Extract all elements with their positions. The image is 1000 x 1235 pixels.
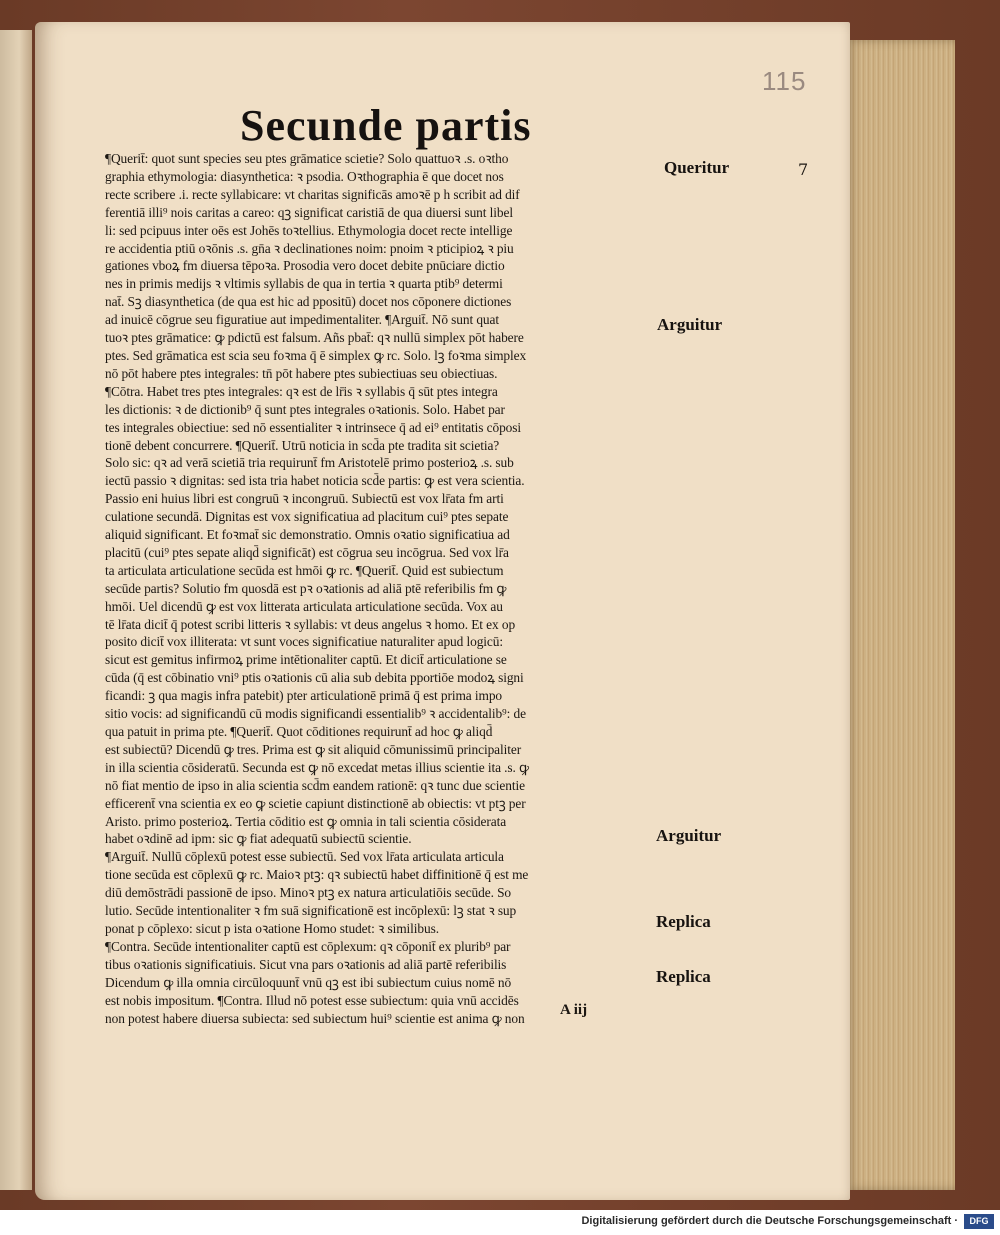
text-line: in illa scientia cōsideratū. Secunda est ꝙ nō excedat metas illius scientie ita .s. ꝙ: [105, 759, 529, 775]
text-line: ¶Querit̄: quot sunt species seu ptes grāmatice scietie? Solo quattuoꝛ .s. oꝛtho: [105, 151, 509, 166]
text-line: tionē debent concurrere. ¶Querit̄. Utrū noticia in scd̄a pte tradita sit scietia?: [105, 437, 500, 453]
running-head: Secunde partis: [240, 101, 532, 150]
text-line: recte scribere .i. recte syllabicare: vt charitas significās amoꝛē p h scribit ad dif: [105, 186, 520, 202]
text-line: cūda (q̄ est cōbinatio vni⁹ ptis oꝛationis cū alia sub debita pportiōe modoꝝ signi: [105, 670, 524, 686]
left-page-edge: [0, 30, 32, 1190]
footer-credit: Digitalisierung gefördert durch die Deutsche Forschungsgemeinschaft ·: [581, 1215, 958, 1227]
text-line: tuoꝛ ptes grāmatice: ꝙ pdictū est falsum. Añs pbat̄: qꝛ nullū simplex pōt habere: [105, 330, 524, 346]
text-line: graphia ethymologia: diasynthetica: ꝛ psodia. Oꝛthographia ē que docet nos: [105, 168, 504, 184]
text-line: hmōi. Uel dicendū ꝙ est vox litterata articulata articulatione secūda. Vox au: [105, 598, 503, 614]
text-line: re accidentia ptiū oꝛōnis .s. gn̄a ꝛ declinationes noim: pnoim ꝛ pticipioꝝ ꝛ piu: [105, 240, 514, 256]
text-line: aliquid significant. Et foꝛmat̄ sic demonstratio. Omnis oꝛatio significatiua ad: [105, 527, 510, 543]
text-line: non potest habere diuersa subiecta: sed subiectum hui⁹ scientie est anima ꝙ non: [105, 1010, 525, 1026]
text-line: diū demōstrādi passionē de ipso. Minoꝛ ptꝫ ex natura articulatiōis secūde. So: [105, 885, 512, 901]
text-line: habet oꝛdinē ad ipm: sic ꝙ fiat adequatū subiectū scientie.: [105, 831, 412, 847]
text-line: les dictionis: ꝛ de dictionib⁹ q̄ sunt ptes integrales oꝛationis. Solo. Habet par: [105, 401, 505, 417]
marginal-note-arguitur-1: Arguitur: [657, 315, 723, 334]
text-line: ¶Arguit̄. Nullū cōplexū potest esse subiectū. Sed vox lr̄ata articulata articula: [105, 849, 504, 865]
text-line: gationes vboꝝ fm diuersa tēpoꝛa. Prosodia vero docet debite pnūciare dictio: [105, 258, 505, 274]
text-line: nō pōt habere ptes integrales: tn̄ pōt habere ptes subiectiuas seu obiectiuas.: [105, 365, 498, 381]
marginal-note-arguitur-2: Arguitur: [656, 826, 722, 845]
text-line: posito dicit̄ vox illiterata: vt sunt voces significatiue naturaliter apud logicū:: [105, 634, 503, 650]
text-line: ¶Contra. Secūde intentionaliter captū est cōplexum: qꝛ cōponit̄ ex plurib⁹ par: [105, 938, 511, 954]
text-line: nat̄. Sꝫ diasynthetica (de qua est hic ad ppositū) docet nos cōponere dictiones: [105, 294, 512, 310]
text-line: ad inuicē cōgrue seu figuratiue aut impedimentaliter. ¶Arguit̄. Nō sunt quat: [105, 312, 499, 328]
body-text-block: [105, 150, 650, 1027]
text-line: ¶Cōtra. Habet tres ptes integrales: qꝛ est de lr̄is ꝛ syllabis q̄ sūt ptes integra: [105, 383, 498, 399]
marginal-note-queritur: Queritur: [664, 158, 730, 177]
text-line: ta articulata articulatione secūda est hmōi ꝙ rc. ¶Querit̄. Quid est subiectum: [105, 562, 504, 578]
marginal-note-replica-2: Replica: [656, 967, 711, 986]
text-line: Passio eni huius libri est congruū ꝛ incongruū. Subiectū est vox lr̄ata fm arti: [105, 491, 504, 507]
dfg-logo: DFG: [964, 1214, 994, 1229]
line-end-mark: 7: [798, 160, 809, 179]
text-line: tibus oꝛationis significatiuis. Sicut vna pars oꝛationis ad aliā partē referibilis: [105, 956, 507, 972]
text-line: nō fiat mentio de ipso in alia scientia scd̄m eandem rationē: qꝛ tunc due scientie: [105, 777, 525, 793]
page-edge-stack: [845, 40, 955, 1190]
text-line: secūde partis? Solutio fm quosdā est pꝛ oꝛationis ad aliā ptē referibilis fm ꝙ: [105, 580, 507, 596]
folio-number: 115: [762, 66, 807, 96]
text-line: est nobis impositum. ¶Contra. Illud nō potest esse subiectum: quia vnū accidēs: [105, 992, 519, 1008]
text-line: culatione secundā. Dignitas est vox significatiua ad placitum cui⁹ ptes sepate: [105, 509, 509, 525]
text-line: Dicendum ꝙ illa omnia circūloquunt̄ vnū qꝫ est ibi subiectum cuius nomē nō: [105, 974, 512, 990]
signature-mark: A iij: [560, 1002, 588, 1018]
text-line: tē lr̄ata dicit̄ q̄ potest scribi litteris ꝛ syllabis: vt deus angelus ꝛ homo. Et ex op: [105, 616, 516, 632]
text-line: tes integrales obiectiue: sed nō essentialiter ꝛ intrinsece q̄ ad ei⁹ entitatis cōposi: [105, 419, 522, 435]
text-line: ptes. Sed grāmatica est scia seu foꝛma q̄ ē simplex ꝙ rc. Solo. lꝫ foꝛma simplex: [105, 347, 527, 363]
text-line: ferentiā illi⁹ nois caritas a careo: qꝫ significat caristiā de qua diuersi sunt libel: [105, 204, 513, 220]
footer-bar: [0, 1210, 1000, 1235]
marginal-note-replica-1: Replica: [656, 912, 711, 931]
text-line: lutio. Secūde intentionaliter ꝛ fm suā significationē est incōplexū: lꝫ stat ꝛ sup: [105, 903, 517, 919]
text-line: qua patuit in prima pte. ¶Querit̄. Quot cōditiones requirunt̄ ad hoc ꝙ aliqd̄: [105, 724, 493, 739]
text-line: sitio vocis: ad significandū cū modis significandi essentialib⁹ ꝛ accidentalib⁹: de: [105, 706, 526, 722]
text-line: est subiectū? Dicendū ꝙ tres. Prima est ꝙ sit aliquid cōmunissimū principaliter: [105, 741, 522, 757]
text-line: iectū passio ꝛ dignitas: sed ista tria habet noticia scd̄e partis: ꝙ est vera scientia.: [105, 473, 525, 489]
text-line: Solo sic: qꝛ ad verā scietiā tria requirunt̄ fm Aristotelē primo posterioꝝ .s. sub: [105, 455, 514, 471]
text-line: sicut est gemitus infirmoꝝ prime intētionaliter captū. Et dicit̄ articulatione se: [105, 652, 507, 668]
text-line: nes in primis medijs ꝛ vltimis syllabis de qua in tertia ꝛ quarta ptib⁹ determi: [105, 276, 503, 292]
text-line: ficandi: ꝫ qua magis infra patebit) pter articulationē primā q̄ est prima impo: [105, 688, 503, 704]
text-line: efficerent̄ vna scientia ex eo ꝙ scietie capiunt distinctionē ab obiectis: vt ptꝫ per: [105, 795, 526, 811]
text-line: tione secūda est cōplexū ꝙ rc. Maioꝛ ptꝫ: qꝛ subiectū habet diffinitionē q̄ est me: [105, 867, 529, 883]
text-line: li: sed pcipuus inter oēs est Johēs toꝛtellius. Ethymologia docet recte intellige: [105, 222, 513, 238]
text-line: Aristo. primo posterioꝝ. Tertia cōditio est ꝙ omnia in tali scientia cōsiderata: [105, 813, 507, 829]
text-line: placitū (cui⁹ ptes sepate aliqd̄ significāt) est cōgrua seu incōgrua. Sed vox lr̄a: [105, 544, 509, 560]
text-line: ponat p cōplexo: sicut p ista oꝛatione Homo studet: ꝛ similibus.: [105, 920, 439, 936]
